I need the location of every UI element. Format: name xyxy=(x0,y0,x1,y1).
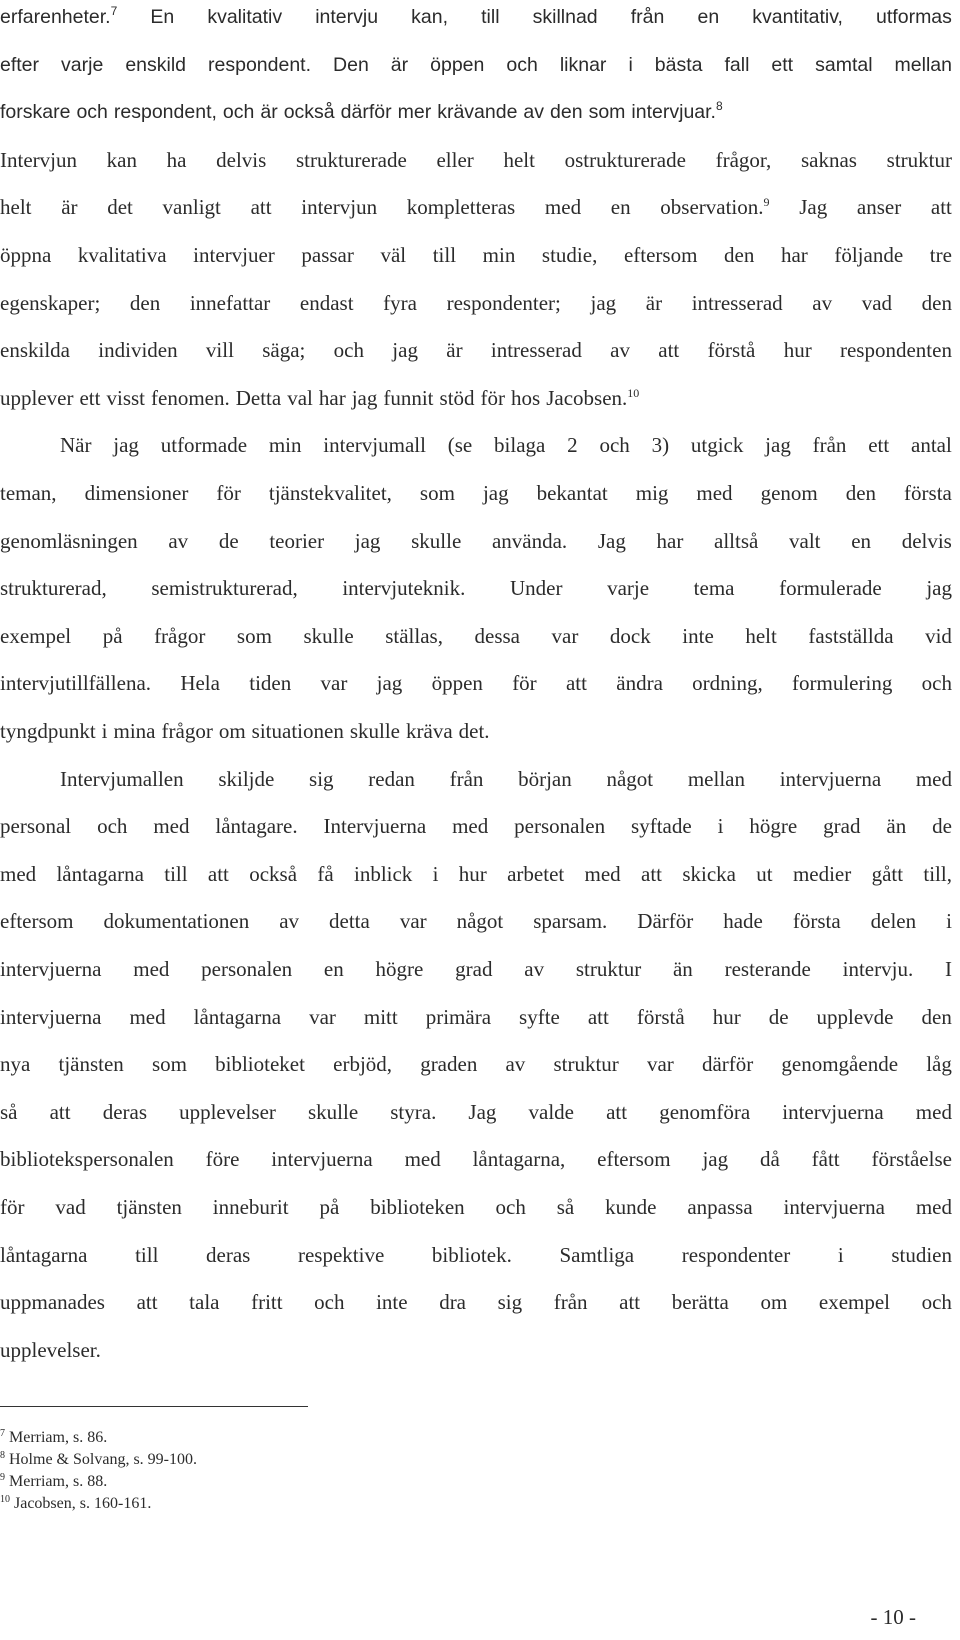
text-line: upplevelser. xyxy=(0,1337,101,1362)
text-line: intervjuerna med låntagarna var mitt primära syfte att förstå hur de upplevde den xyxy=(0,1004,952,1029)
text-line: intervjuerna med personalen en högre grad av struktur än resterande intervju. I xyxy=(0,957,952,981)
text-line: eftersom dokumentationen av detta var något sparsam. Därför hade första delen i xyxy=(0,909,952,934)
text-line: tyngdpunkt i mina frågor om situationen skulle kräva det. xyxy=(0,719,490,743)
footnote-ref: 10 xyxy=(627,385,640,400)
text-line: för vad tjänsten inneburit på biblioteken och så kunde anpassa intervjuerna med xyxy=(0,1195,952,1219)
text-line: låntagarna till deras respektive bibliotek. Samtliga respondenter i studien xyxy=(0,1242,952,1267)
text-line: så att deras upplevelser skulle styra. Jag valde att genomföra intervjuerna med xyxy=(0,1099,952,1124)
text-line: genomläsningen av de teorier jag skulle använda. Jag har alltså valt en delvis xyxy=(0,528,952,553)
text-line: teman, dimensioner för tjänstekvalitet, som jag bekantat mig med genom den första xyxy=(0,481,952,505)
text-line: Intervjun kan ha delvis strukturerade eller helt ostrukturerade frågor, saknas struktur xyxy=(0,147,952,172)
footnote-ref: 7 xyxy=(110,4,118,18)
footnote-separator xyxy=(0,1406,308,1407)
text-line: egenskaper; den innefattar endast fyra respondenter; jag är intresserad av vad den xyxy=(0,290,952,315)
page-number: - 10 - xyxy=(870,1605,916,1629)
text-line: med låntagarna till att också få inblick i hur arbetet med att skicka ut medier gått till, xyxy=(0,861,952,886)
footnote-ref: 9 xyxy=(763,195,770,210)
text-line: nya tjänsten som biblioteket erbjöd, graden av struktur var därför genomgående låg xyxy=(0,1052,952,1077)
text-line: enskilda individen vill säga; och jag är intresserad av att förstå hur respondenten xyxy=(0,338,952,363)
footnote: $^9$ Merriam, s. 88. xyxy=(0,1472,108,1490)
text-line: bibliotekspersonalen före intervjuerna med låntagarna, eftersom jag då fått förståelse xyxy=(0,1147,952,1172)
text-line: exempel på frågor som skulle ställas, dessa var dock inte helt fastställda vid xyxy=(0,623,952,648)
text-line: strukturerad, semistrukturerad, intervjuteknik. Under varje tema formulerade jag xyxy=(0,576,952,601)
footnote-ref: 8 xyxy=(715,99,723,114)
footnote: $^{10}$ Jacobsen, s. 160-161. xyxy=(0,1494,152,1512)
text-line: upplever ett visst fenomen. Detta val har jag funnit stöd för hos Jacobsen.$^{10}$ xyxy=(0,385,640,410)
text-line: uppmanades att tala fritt och inte dra sig från att berätta om exempel och xyxy=(0,1290,952,1315)
footnote: $^7$ Merriam, s. 86. xyxy=(0,1428,108,1446)
text-line: forskare och respondent, och är också därför mer krävande av den som intervjuar.$^8$ xyxy=(0,99,723,124)
text-line: helt är det vanligt att intervjun kompletteras med en observation.$^9$ Jag anser att xyxy=(0,195,952,220)
text-line: erfarenheter.$^7$ En kvalitativ intervju kan, till skillnad från en kvantitativ, utformas xyxy=(0,4,952,28)
text-line: Intervjumallen skiljde sig redan från början något mellan intervjuerna med xyxy=(60,766,952,791)
text-line: öppna kvalitativa intervjuer passar väl till min studie, eftersom den har följande tre xyxy=(0,243,952,267)
text-line: personal och med låntagare. Intervjuerna med personalen syftade i högre grad än de xyxy=(0,814,952,839)
text-line: När jag utformade min intervjumall (se bilaga 2 och 3) utgick jag från ett antal xyxy=(60,433,952,458)
text-line: efter varje enskild respondent. Den är öppen och liknar i bästa fall ett samtal mellan xyxy=(0,53,952,76)
text-line: intervjutillfällena. Hela tiden var jag öppen för att ändra ordning, formulering och xyxy=(0,671,952,696)
footnote: $^8$ Holme & Solvang, s. 99-100. xyxy=(0,1450,197,1468)
